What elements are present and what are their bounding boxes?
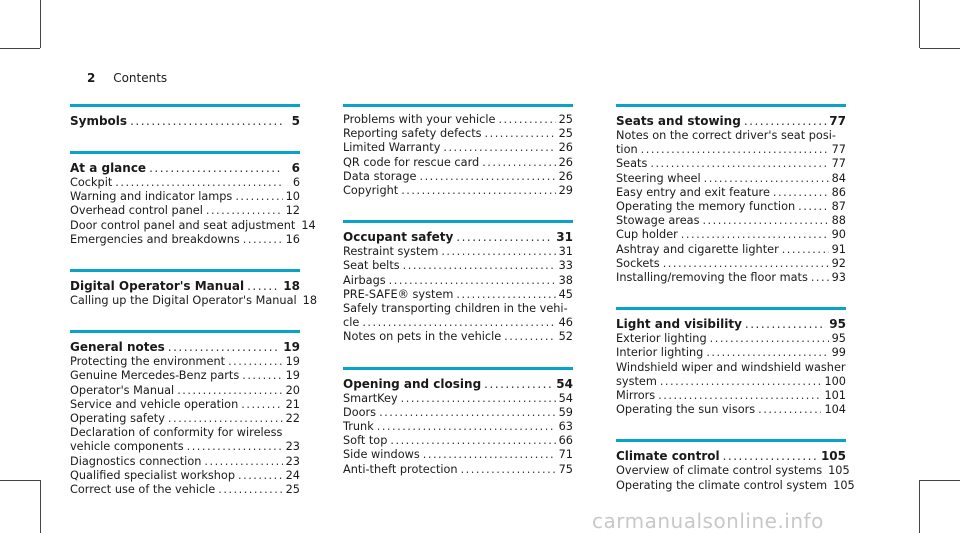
- toc-entry-page: 105: [828, 464, 850, 478]
- toc-entry[interactable]: [616, 228, 846, 242]
- toc-entry-title: Restraint system: [343, 245, 439, 259]
- toc-heading[interactable]: [70, 113, 300, 129]
- toc-entry[interactable]: [616, 157, 846, 171]
- toc-entry-title: Copyright: [343, 184, 399, 198]
- toc-entry[interactable]: [616, 214, 846, 228]
- crop-mark: [919, 0, 920, 48]
- toc-entry[interactable]: [70, 469, 300, 483]
- crop-mark: [0, 48, 40, 49]
- toc-entry-title: Limited Warranty: [343, 141, 441, 155]
- toc-entry[interactable]: [616, 172, 846, 186]
- toc-entry-title: Notes on pets in the vehicle: [343, 330, 502, 344]
- toc-entry[interactable]: [343, 316, 573, 330]
- toc-entry-title: Trunk: [343, 420, 374, 434]
- toc-entry-page: 29: [558, 184, 573, 198]
- toc-heading[interactable]: [616, 448, 846, 464]
- toc-entry[interactable]: [616, 346, 846, 360]
- toc-entry[interactable]: [343, 288, 573, 302]
- toc-heading-page: 105: [820, 449, 846, 464]
- toc-leader: [228, 355, 283, 369]
- toc-section: [70, 330, 300, 497]
- toc-entry[interactable]: [343, 156, 573, 170]
- toc-entry-title: Genuine Mercedes-Benz parts: [70, 369, 240, 383]
- toc-entry-title: Operating the climate control system: [616, 478, 828, 492]
- toc-entry-page: 23: [285, 440, 300, 454]
- toc-leader: [187, 440, 283, 454]
- toc-entry[interactable]: [616, 375, 846, 389]
- toc-entry-page: 25: [285, 483, 300, 497]
- toc-leader: [723, 448, 818, 464]
- toc-leader: [218, 483, 282, 497]
- toc-entry-title: Calling up the Digital Operator's Manual: [70, 294, 297, 308]
- toc-entry-page: 21: [285, 397, 300, 411]
- toc-leader: [204, 455, 282, 469]
- toc-entry-page: 86: [831, 185, 846, 199]
- toc-section: [616, 307, 846, 417]
- toc-leader: [485, 127, 556, 141]
- toc-entry-title: Emergencies and breakdowns: [70, 232, 240, 246]
- toc-leader: [484, 376, 553, 392]
- toc-heading-page: 54: [556, 376, 573, 391]
- toc-heading-title: Seats and stowing: [616, 114, 741, 128]
- toc-leader: [663, 257, 829, 271]
- toc-entry-page: 38: [558, 273, 573, 287]
- toc-heading-page: 6: [291, 161, 300, 175]
- page-title: Contents: [113, 71, 168, 85]
- toc-entry[interactable]: [70, 218, 316, 233]
- toc-entry-title: Mirrors: [616, 389, 656, 403]
- toc-entry-title: Airbags: [343, 273, 386, 287]
- toc-entry[interactable]: [343, 330, 573, 344]
- toc-entry[interactable]: [343, 127, 573, 141]
- toc-entry-page: 63: [558, 420, 573, 434]
- crop-mark: [40, 480, 41, 533]
- toc-entry-page: 6: [292, 176, 300, 189]
- toc-entry[interactable]: [343, 463, 573, 477]
- toc-entry-page: 88: [831, 214, 846, 228]
- toc-entry-title: Interior lighting: [616, 346, 704, 360]
- toc-entry-title: Seat belts: [343, 259, 400, 273]
- toc-entry-page: 84: [831, 171, 846, 185]
- toc-entry-title: Steering wheel: [616, 171, 701, 185]
- watermark: carmanualsonline.info: [592, 509, 824, 533]
- toc-leader: [403, 259, 556, 273]
- toc-entry-page: 33: [558, 259, 573, 273]
- toc-entry-title: Exterior lighting: [616, 332, 707, 346]
- toc-entry-title: Anti-theft protection: [343, 462, 458, 476]
- toc-entry-text[interactable]: Safely transporting children in the vehi-: [343, 302, 568, 316]
- toc-entry[interactable]: [70, 412, 300, 426]
- toc-entry-page: 77: [831, 143, 846, 157]
- toc-leader: [168, 412, 283, 426]
- toc-leader: [389, 274, 556, 288]
- toc-entry-title: Operator's Manual: [70, 383, 175, 397]
- toc-leader: [456, 288, 555, 302]
- toc-entry-page: 45: [558, 287, 573, 301]
- toc-leader: [641, 143, 829, 157]
- toc-entry[interactable]: [343, 113, 573, 127]
- toc-entry-page: 26: [558, 141, 573, 155]
- toc-heading-title: General notes: [70, 340, 165, 355]
- toc-entry-title: Overhead control panel: [70, 204, 203, 218]
- toc-column-2: [343, 104, 573, 499]
- toc-leader: [238, 469, 283, 483]
- toc-section: [343, 220, 573, 344]
- toc-leader: [362, 316, 555, 330]
- toc-leader: [461, 463, 556, 477]
- crop-mark: [0, 480, 40, 481]
- toc-heading[interactable]: [70, 339, 300, 355]
- toc-entry-title: Problems with your vehicle: [343, 113, 496, 126]
- toc-entry-page: 14: [301, 218, 316, 232]
- toc-section: [616, 439, 855, 492]
- toc-leader: [773, 186, 829, 200]
- toc-entry[interactable]: [343, 184, 573, 198]
- toc-entry[interactable]: [70, 483, 300, 497]
- toc-column-3: [616, 104, 855, 515]
- toc-entry-page: 90: [831, 228, 846, 242]
- toc-entry-title: Service and vehicle operation: [70, 397, 239, 411]
- crop-mark: [920, 48, 960, 49]
- toc-entry-page: 91: [831, 242, 846, 256]
- toc-entry-title: Doors: [343, 405, 377, 419]
- toc-entry-page: 87: [831, 200, 846, 214]
- toc-entry-text[interactable]: Windshield wiper and windshield washer: [616, 360, 846, 374]
- toc-entry-title: Operating the sun visors: [616, 403, 756, 417]
- toc-heading-page: 77: [829, 114, 846, 128]
- toc-leader: [456, 229, 553, 245]
- toc-entry-text[interactable]: Declaration of conformity for wireless: [70, 426, 283, 440]
- toc-entry-text[interactable]: Notes on the correct driver's seat posi-: [616, 129, 836, 142]
- toc-leader: [247, 278, 280, 294]
- toc-entry-page: 19: [285, 355, 300, 369]
- toc-leader: [379, 406, 556, 420]
- toc-leader: [401, 184, 555, 198]
- toc-leader: [745, 316, 826, 332]
- toc-entry-title: PRE-SAFE® system: [343, 287, 454, 301]
- toc-leader: [149, 160, 283, 176]
- toc-entry-page: 31: [558, 245, 573, 259]
- toc-entry[interactable]: [343, 406, 573, 420]
- toc-heading-page: 95: [829, 317, 846, 332]
- toc-heading-title: At a glance: [70, 161, 147, 175]
- toc-entry[interactable]: [70, 176, 300, 190]
- toc-leader: [650, 157, 828, 171]
- toc-entry-page: 93: [831, 271, 846, 285]
- toc-section: [343, 367, 573, 477]
- toc-leader: [443, 141, 555, 155]
- toc-entry-page: 22: [285, 412, 300, 426]
- toc-heading-title: Climate control: [616, 449, 720, 464]
- toc-entry-page: 104: [824, 403, 846, 417]
- toc-entry[interactable]: [70, 455, 300, 469]
- toc-entry[interactable]: [616, 271, 846, 285]
- toc-entry-page: 52: [558, 330, 573, 344]
- toc-heading[interactable]: [616, 316, 846, 332]
- toc-leader: [706, 346, 828, 360]
- toc-entry[interactable]: [616, 143, 846, 157]
- toc-section: [70, 151, 316, 247]
- toc-entry-page: 105: [833, 478, 855, 492]
- toc-entry-page: 25: [558, 113, 573, 126]
- toc-entry-page: 77: [831, 157, 846, 171]
- toc-entry-title: tion: [616, 143, 638, 157]
- toc-leader: [782, 243, 829, 257]
- toc-heading[interactable]: [616, 113, 846, 129]
- toc-entry[interactable]: [616, 389, 846, 403]
- toc-entry-page: 95: [831, 332, 846, 346]
- toc-heading-title: Opening and closing: [343, 376, 482, 391]
- toc-entry[interactable]: [343, 170, 573, 184]
- toc-entry[interactable]: [70, 369, 300, 383]
- toc-entry[interactable]: [70, 355, 300, 369]
- toc-entry-title: SmartKey: [343, 391, 398, 405]
- toc-heading[interactable]: [70, 278, 300, 294]
- toc-leader: [758, 403, 821, 417]
- toc-entry[interactable]: [616, 243, 846, 257]
- toc-entry-page: 66: [558, 434, 573, 448]
- toc-entry-title: Soft top: [343, 434, 388, 448]
- toc-section: [70, 104, 300, 129]
- toc-heading-page: 19: [283, 340, 300, 355]
- toc-entry-title: QR code for rescue card: [343, 155, 480, 169]
- toc-leader: [401, 392, 556, 406]
- toc-entry-title: cle: [343, 316, 360, 330]
- toc-leader: [658, 389, 821, 403]
- toc-entry[interactable]: [616, 464, 850, 478]
- toc-leader: [241, 398, 282, 412]
- toc-heading-page: 5: [291, 114, 300, 128]
- toc-entry-page: 23: [285, 454, 300, 468]
- toc-entry[interactable]: [343, 434, 573, 448]
- toc-entry[interactable]: [616, 186, 846, 200]
- toc-leader: [702, 214, 828, 228]
- toc-entry-title: Reporting safety defects: [343, 127, 482, 141]
- toc-entry-title: system: [616, 374, 657, 388]
- toc-entry-page: 24: [285, 468, 300, 482]
- toc-entry-page: 59: [558, 405, 573, 419]
- toc-entry-page: 26: [558, 169, 573, 183]
- page-header: [87, 71, 167, 85]
- toc-section: [70, 269, 318, 308]
- toc-leader: [235, 190, 282, 204]
- toc-leader: [390, 434, 555, 448]
- toc-entry[interactable]: [343, 274, 573, 288]
- toc-entry[interactable]: [70, 190, 300, 204]
- toc-entry[interactable]: [343, 259, 573, 273]
- toc-entry[interactable]: [70, 384, 300, 398]
- toc-entry-title: Data storage: [343, 169, 417, 183]
- toc-entry-page: 25: [558, 127, 573, 141]
- toc-leader: [660, 375, 822, 389]
- toc-entry-title: Sockets: [616, 256, 660, 270]
- toc-entry-page: 26: [558, 155, 573, 169]
- toc-entry[interactable]: [616, 332, 846, 346]
- toc-entry-page: 18: [302, 294, 318, 308]
- crop-mark: [920, 480, 960, 481]
- toc-leader: [504, 330, 555, 344]
- toc-entry-title: Diagnostics connection: [70, 454, 202, 468]
- toc-entry-title: vehicle components: [70, 440, 184, 454]
- toc-entry-title: Correct use of the vehicle: [70, 483, 216, 497]
- toc-leader: [482, 156, 555, 170]
- toc-leader: [498, 113, 555, 127]
- toc-heading-page: 18: [283, 279, 300, 294]
- toc-heading[interactable]: [343, 376, 573, 392]
- toc-entry-title: Protecting the environment: [70, 355, 226, 369]
- toc-entry[interactable]: [343, 392, 573, 406]
- toc-leader: [115, 176, 283, 190]
- toc-entry[interactable]: [343, 141, 573, 155]
- toc-heading[interactable]: [70, 160, 300, 176]
- toc-leader: [710, 332, 829, 346]
- toc-leader: [243, 233, 283, 247]
- toc-entry[interactable]: [70, 233, 300, 247]
- toc-leader: [206, 204, 283, 218]
- toc-entry-title: Warning and indicator lamps: [70, 190, 233, 204]
- toc-entry[interactable]: [70, 204, 300, 218]
- toc-entry-page: 100: [824, 374, 846, 388]
- toc-entry-page: 99: [831, 346, 846, 360]
- toc-heading-title: Symbols: [70, 114, 128, 128]
- toc-leader: [744, 113, 826, 129]
- page-number: 2: [87, 71, 96, 85]
- toc-leader: [798, 200, 828, 214]
- toc-entry-title: Operating the memory function: [616, 200, 796, 214]
- toc-entry-page: 92: [831, 256, 846, 270]
- toc-heading-title: Light and visibility: [616, 317, 742, 332]
- toc-entry-title: Side windows: [343, 448, 420, 462]
- toc-leader: [168, 339, 281, 355]
- toc-section: [343, 104, 573, 198]
- toc-entry[interactable]: [616, 257, 846, 271]
- toc-entry-page: 101: [824, 389, 846, 403]
- toc-entry[interactable]: [616, 478, 855, 493]
- toc-leader: [377, 420, 556, 434]
- toc-entry-page: 19: [285, 369, 300, 383]
- toc-entry-title: Cockpit: [70, 176, 113, 189]
- toc-entry-page: 75: [558, 462, 573, 476]
- toc-heading-title: Digital Operator's Manual: [70, 279, 245, 294]
- toc-entry-page: 10: [285, 190, 300, 204]
- toc-entry[interactable]: [343, 245, 573, 259]
- toc-heading[interactable]: [343, 229, 573, 245]
- toc-entry-page: 20: [285, 383, 300, 397]
- toc-leader: [242, 369, 282, 383]
- toc-leader: [130, 113, 283, 129]
- toc-leader: [177, 384, 282, 398]
- toc-leader: [811, 271, 829, 285]
- toc-entry-page: 54: [558, 391, 573, 405]
- toc-entry[interactable]: [343, 448, 573, 462]
- toc-entry-title: Overview of climate control systems: [616, 464, 823, 478]
- toc-entry-page: 16: [285, 232, 300, 246]
- toc-entry-title: Stowage areas: [616, 214, 700, 228]
- toc-entry-title: Operating safety: [70, 412, 165, 426]
- toc-leader: [704, 172, 829, 186]
- toc-entry[interactable]: [70, 398, 300, 412]
- toc-entry-page: 12: [285, 204, 300, 218]
- toc-entry[interactable]: [616, 403, 846, 417]
- toc-section: [616, 104, 846, 285]
- toc-entry-title: Seats: [616, 157, 648, 171]
- toc-heading-page: 31: [556, 230, 573, 245]
- toc-heading-title: Occupant safety: [343, 230, 454, 245]
- toc-entry[interactable]: [70, 440, 300, 454]
- toc-entry[interactable]: [70, 294, 318, 308]
- toc-leader: [681, 228, 829, 242]
- toc-entry-title: Cup holder: [616, 228, 678, 242]
- toc-entry[interactable]: [343, 420, 573, 434]
- crop-mark: [40, 0, 41, 48]
- toc-entry-title: Ashtray and cigarette lighter: [616, 242, 779, 256]
- toc-entry-page: 46: [558, 316, 573, 330]
- toc-entry-title: Qualified specialist workshop: [70, 468, 236, 482]
- toc-entry-title: Door control panel and seat adjustment: [70, 218, 296, 232]
- toc-entry[interactable]: [616, 200, 846, 214]
- toc-entry-title: Installing/removing the floor mats: [616, 271, 808, 285]
- toc-entry-title: Easy entry and exit feature: [616, 185, 770, 199]
- toc-leader: [419, 170, 555, 184]
- toc-leader: [423, 448, 556, 462]
- toc-column-1: [70, 104, 318, 519]
- crop-mark: [919, 480, 920, 533]
- toc-entry-page: 71: [558, 448, 573, 462]
- toc-leader: [441, 245, 555, 259]
